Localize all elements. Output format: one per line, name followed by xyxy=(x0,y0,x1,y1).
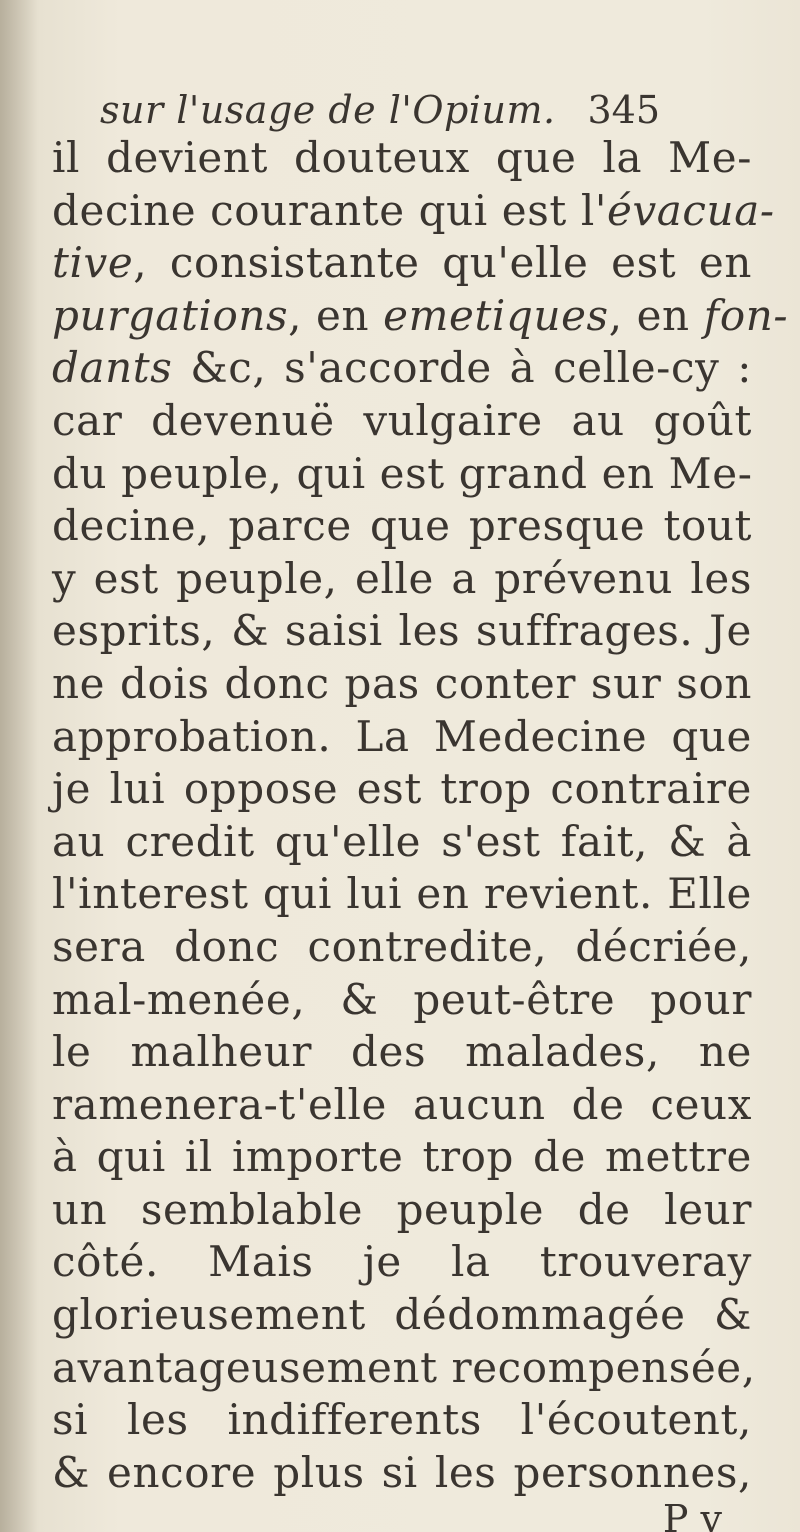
page-header xyxy=(100,88,660,138)
text-line: & encore plus si les personnes, xyxy=(52,1447,752,1497)
signature-mark: P v xyxy=(662,1497,722,1532)
text-line: ramenera-t'elle aucun de ceux xyxy=(52,1079,752,1129)
text-line: decine, parce que presque tout xyxy=(52,501,752,551)
text-line: je lui oppose est trop contraire xyxy=(52,764,752,814)
text-line: ne dois donc pas conter sur son xyxy=(52,658,752,708)
text-line: purgations, en emetiques, en fon- xyxy=(52,290,789,340)
page-number: 345 xyxy=(587,88,660,132)
text-line: esprits, & saisi les suffrages. Je xyxy=(52,606,752,656)
body-text xyxy=(52,132,789,1532)
text-line: dants &c, s'accorde à celle-cy : xyxy=(52,343,752,393)
text-line: du peuple, qui est grand en Me- xyxy=(52,448,753,498)
text-line: approbation. La Medecine que xyxy=(52,711,752,761)
text-line: si les indifferents l'écoutent, xyxy=(52,1395,752,1445)
text-line: un semblable peuple de leur xyxy=(52,1184,752,1234)
text-line: decine courante qui est l'évacua- xyxy=(52,185,775,235)
text-line: côté. Mais je la trouveray xyxy=(52,1237,752,1287)
text-line: mal-menée, & peut-être pour xyxy=(52,974,752,1024)
text-line: au credit qu'elle s'est fait, & à xyxy=(52,816,752,866)
text-line: le malheur des malades, ne xyxy=(52,1027,752,1077)
text-line: il devient douteux que la Me- xyxy=(52,133,752,182)
text-line: y est peuple, elle a prévenu les xyxy=(52,553,752,603)
text-line: car devenuë vulgaire au goût xyxy=(52,395,752,445)
text-line: sera donc contredite, décriée, xyxy=(52,921,752,971)
running-title: sur l'usage de l'Opium. xyxy=(100,88,556,132)
text-line: l'interest qui lui en revient. Elle xyxy=(52,869,752,919)
text-line: avantageusement recompensée, xyxy=(52,1342,756,1392)
text-line: à qui il importe trop de mettre xyxy=(52,1132,752,1182)
text-line: glorieusement dédommagée & xyxy=(52,1290,752,1340)
gutter-shadow xyxy=(0,0,38,1532)
text-line: tive, consistante qu'elle est en xyxy=(52,238,752,288)
